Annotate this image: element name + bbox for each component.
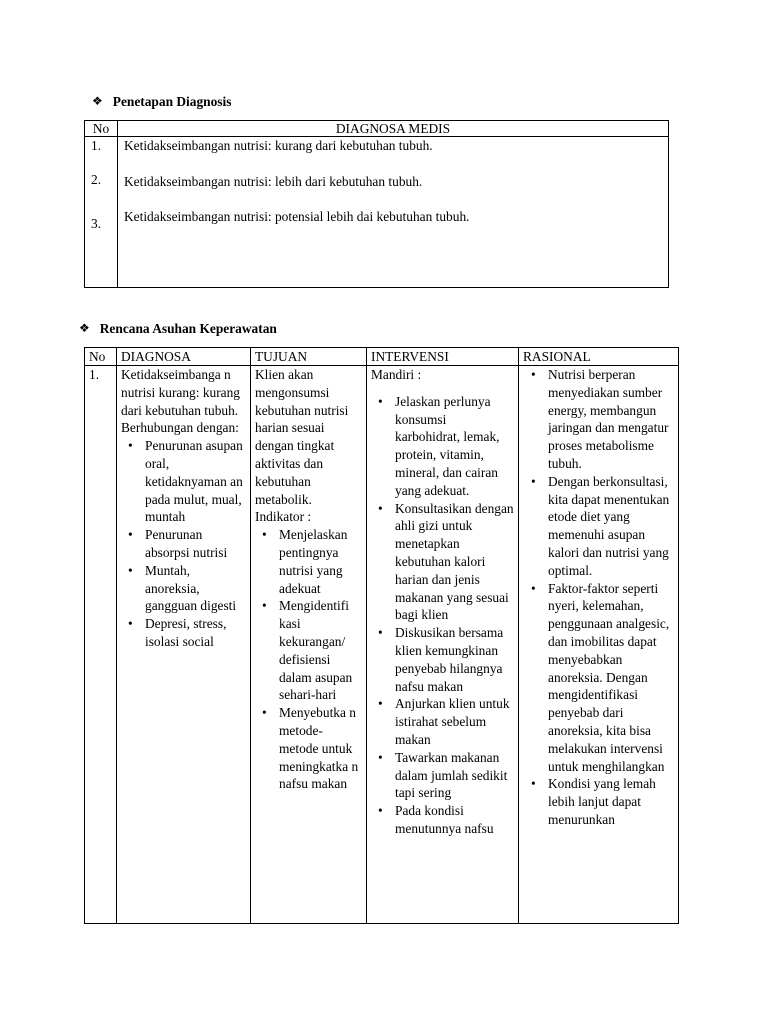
diagnosa-cell <box>117 366 251 924</box>
row-number: 3. <box>91 216 102 231</box>
rasional-list <box>523 366 674 829</box>
table-row <box>85 366 679 924</box>
list-item: • Menjelaskan pentingnya nutrisi yang adekuat <box>279 526 362 597</box>
intervensi-cell <box>367 366 519 924</box>
section-heading-care-plan <box>79 320 277 338</box>
diagnosis-cell <box>118 137 669 288</box>
tujuan-cell <box>251 366 367 924</box>
list-item: • Pada kondisi menutunnya nafsu <box>395 802 514 838</box>
diagnosa-list <box>121 437 246 651</box>
header-diagnosa: DIAGNOSA <box>117 348 251 366</box>
list-item: • Anjurkan klien untuk istirahat sebelum makan <box>395 695 514 748</box>
care-plan-table <box>84 347 679 924</box>
list-item: • Penurunan absorpsi nutrisi <box>145 526 246 562</box>
list-item: • Nutrisi berperan menyediakan sumber energy, membangun jaringan dan mengatur proses metabolisme tubuh. <box>548 366 674 473</box>
table-header-row <box>85 121 669 137</box>
header-intervensi: INTERVENSI <box>367 348 519 366</box>
list-item: • Menyebutka n metode-metode untuk meningkatka n nafsu makan <box>279 704 362 793</box>
diagnosa-intro: Ketidakseimbanga n nutrisi kurang: kurang dari kebutuhan tubuh. Berhubungan dengan: <box>121 367 241 436</box>
table-row <box>85 137 669 288</box>
tujuan-intro: Klien akan mengonsumsi kebutuhan nutrisi harian sesuai dengan tingkat aktivitas dan kebutuhan metabolik. <box>255 367 349 507</box>
list-item: • Mengidentifi kasi kekurangan/ defisiensi dalam asupan sehari-hari <box>279 597 362 704</box>
list-item: • Jelaskan perlunya konsumsi karbohidrat, lemak, protein, vitamin, mineral, dan cairan yang adekuat. <box>395 393 514 500</box>
no-cell: 1. <box>85 366 117 924</box>
diagnosis-table <box>84 120 669 288</box>
intervensi-list <box>371 393 514 838</box>
list-item: • Kondisi yang lemah lebih lanjut dapat menurunkan <box>548 775 674 828</box>
list-item: • Diskusikan bersama klien kemungkinan penyebab hilangnya nafsu makan <box>395 624 514 695</box>
list-item: • Dengan berkonsultasi, kita dapat menentukan etode diet yang memenuhi asupan kalori dan nutrisi yang optimal. <box>548 473 674 580</box>
list-item: • Faktor-faktor seperti nyeri, kelemahan, penggunaan analgesic, dan imobilitas dapat menyebabkan anoreksia. Dengan mengidentifikasi penyebab dari anoreksia, kita bisa melakukan intervensi untuk menghilangkan <box>548 580 674 776</box>
header-no: No <box>85 348 117 366</box>
header-no: No <box>85 121 118 137</box>
diamond-bullet-icon: ❖ <box>79 321 90 335</box>
row-number: 2. <box>91 172 102 187</box>
header-rasional: RASIONAL <box>519 348 679 366</box>
header-tujuan: TUJUAN <box>251 348 367 366</box>
diagnosis-text: Ketidakseimbangan nutrisi: potensial lebih dai kebutuhan tubuh. <box>124 209 470 224</box>
header-diagnosa-medis: DIAGNOSA MEDIS <box>118 121 669 137</box>
intervensi-intro: Mandiri : <box>371 367 422 382</box>
indikator-label: Indikator : <box>255 509 312 525</box>
diagnosis-text: Ketidakseimbangan nutrisi: lebih dari kebutuhan tubuh. <box>124 174 423 189</box>
section-title: Penetapan Diagnosis <box>112 94 232 109</box>
list-item: • Muntah, anoreksia, gangguan digesti <box>145 562 246 615</box>
row-number: 1. <box>91 138 102 153</box>
diagnosis-text: Ketidakseimbangan nutrisi: kurang dari kebutuhan tubuh. <box>124 138 433 153</box>
diamond-bullet-icon: ❖ <box>92 94 103 108</box>
section-heading-diagnosis <box>92 93 231 111</box>
rasional-cell <box>519 366 679 924</box>
section-title: Rencana Asuhan Keperawatan <box>99 321 277 336</box>
list-item: • Penurunan asupan oral, ketidaknyaman an pada mulut, mual, muntah <box>145 437 246 526</box>
table-header-row <box>85 348 679 366</box>
tujuan-list <box>255 526 362 793</box>
list-item: • Tawarkan makanan dalam jumlah sedikit tapi sering <box>395 749 514 802</box>
no-cell <box>85 137 118 288</box>
list-item: • Konsultasikan dengan ahli gizi untuk menetapkan kebutuhan kalori harian dan jenis makanan yang sesuai bagi klien <box>395 500 514 625</box>
list-item: • Depresi, stress, isolasi social <box>145 615 246 651</box>
